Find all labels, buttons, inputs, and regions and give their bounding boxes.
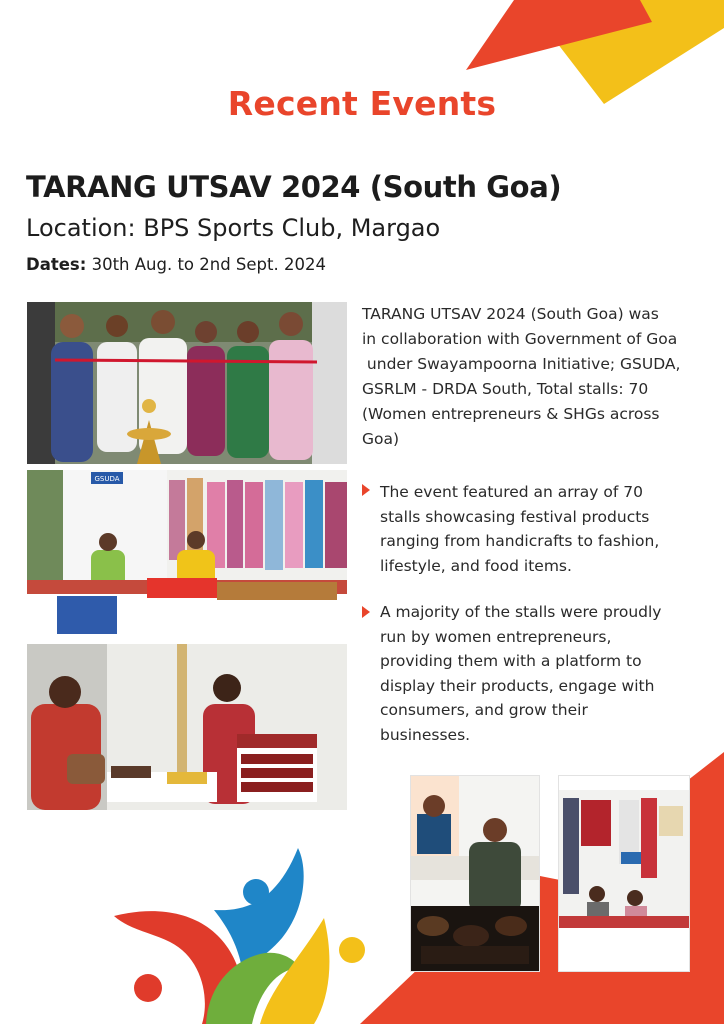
bullet-line: display their products, engage with (380, 676, 655, 695)
bullet-line: The event featured an array of 70 (380, 483, 643, 501)
intro-paragraph (362, 302, 692, 452)
bullet-line: consumers, and grow their (380, 701, 588, 719)
bullet-point (380, 480, 680, 578)
dates-label: Dates: (26, 255, 87, 274)
photo-handicraft-vendor (410, 775, 540, 972)
bullet-line: A majority of the stalls were proudly (380, 603, 662, 621)
event-dates (26, 255, 326, 274)
bullet-line: ranging from handicrafts to fashion, (380, 532, 660, 550)
bullet-point (380, 600, 680, 747)
dates-value: 30th Aug. to 2nd Sept. 2024 (86, 255, 326, 274)
intro-line: TARANG UTSAV 2024 (South Goa) was (362, 305, 659, 323)
intro-line: under Swayampoorna Initiative; GSUDA, (362, 355, 681, 373)
bullet-arrow-icon (362, 484, 370, 496)
photo-ribbon-cutting (27, 302, 347, 464)
bullet-line: businesses. (380, 725, 471, 744)
event-location: Location: BPS Sports Club, Margao (26, 214, 441, 242)
logo-figures-graphic (110, 838, 380, 1024)
intro-line: Goa) (362, 430, 400, 448)
bullet-line: providing them with a platform to (380, 652, 642, 670)
intro-line: in collaboration with Government of Goa (362, 330, 678, 348)
bullet-line: lifestyle, and food items. (380, 556, 572, 575)
photo-textile-stall (558, 775, 690, 972)
bullet-line: stalls showcasing festival products (380, 507, 650, 526)
page-heading: Recent Events (227, 84, 497, 123)
event-title: TARANG UTSAV 2024 (South Goa) (26, 170, 562, 204)
intro-line: GSRLM - DRDA South, Total stalls: 70 (362, 380, 649, 398)
photo-shopping (27, 644, 347, 810)
photo-stalls (27, 470, 347, 638)
bullet-line: run by women entrepreneurs, (380, 627, 612, 646)
intro-line: (Women entrepreneurs & SHGs across (362, 405, 660, 423)
bullet-arrow-icon (362, 606, 370, 618)
stall-sign-text: GSUDA (94, 475, 120, 483)
